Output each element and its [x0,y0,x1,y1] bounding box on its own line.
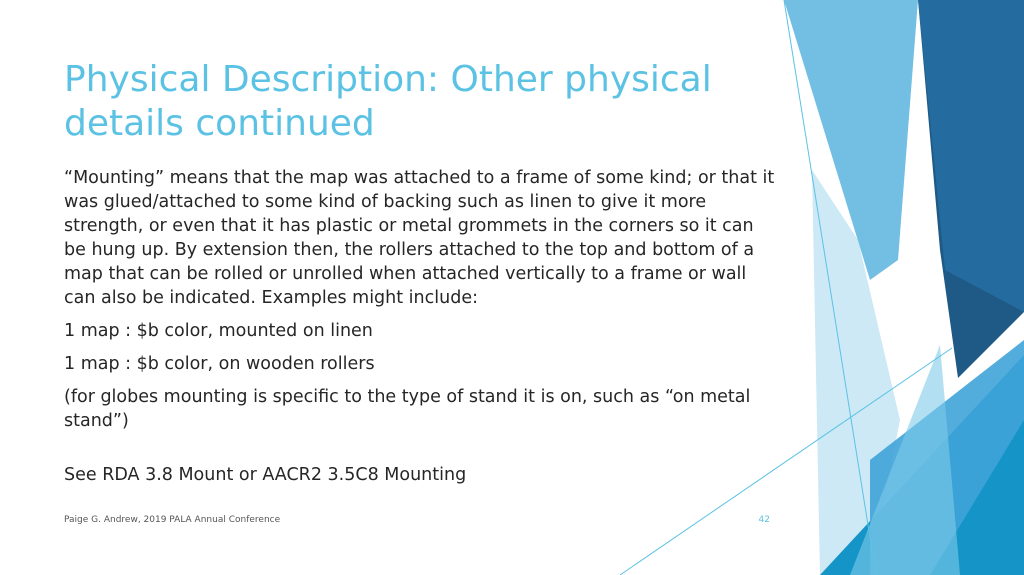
rda-reference: See RDA 3.8 Mount or AACR2 3.5C8 Mounting [64,465,467,485]
globes-note: (for globes mounting is specific to the type of stand it is on, such as “on metal stand”) [64,387,751,431]
example-mounted-on-linen: 1 map : $b color, mounted on linen [64,321,373,341]
slide-footer: Paige G. Andrew, 2019 PALA Annual Conference [64,515,281,525]
slide-body [64,166,776,496]
body-paragraph-mounting: “Mounting” means that the map was attached to a frame of some kind; or that it was glued/attached to some kind of backing such as linen to give it more strength, or even that it has plastic or metal grommets in the corners so it can be hung up. By extension then, the rollers attached to the top and bottom of a map that can be rolled or unrolled when attached vertically to a frame or wall can also be indicated. Examples might include: [64,168,775,308]
slide-title: Physical Description: Other physical details continued [64,59,712,144]
facet-mid-blue [918,0,1024,312]
example-wooden-rollers: 1 map : $b color, on wooden rollers [64,354,375,374]
page-number: 42 [758,515,770,525]
